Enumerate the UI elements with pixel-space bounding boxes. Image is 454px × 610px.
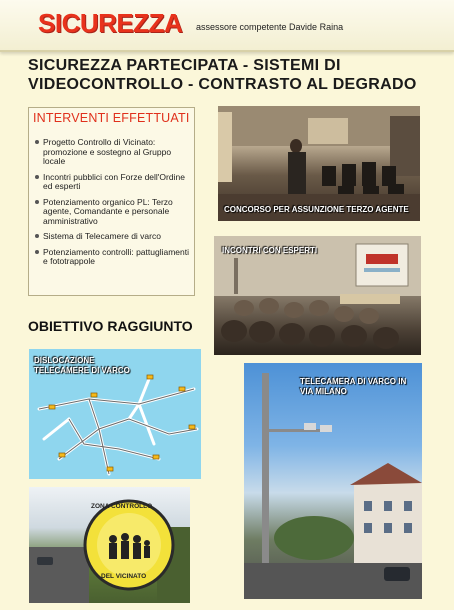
header bbox=[0, 0, 454, 52]
street-camera-illustration bbox=[244, 363, 422, 599]
mappa-caption-line2: TELECAMERE DI VARCO bbox=[34, 366, 130, 375]
mappa-varco bbox=[29, 349, 201, 479]
sign-text-bottom: DEL VICINATO bbox=[101, 573, 147, 580]
sign-text-top: ZONA CONTROLLO bbox=[91, 503, 153, 510]
conference-room-illustration bbox=[218, 106, 420, 221]
assessore-label: assessore competente Davide Raina bbox=[196, 22, 344, 32]
list-item: Progetto Controllo di Vicinato: promozione e sostegno al Gruppo locale bbox=[35, 138, 193, 167]
controllo-vicinato-sign-photo bbox=[29, 487, 190, 603]
incontri-caption: INCONTRI CON ESPERTI bbox=[222, 246, 318, 255]
incontri-photo bbox=[214, 236, 421, 355]
list-item: Potenziamento organico PL: Terzo agente, Comandante e personale amministrativo bbox=[35, 198, 193, 227]
interventi-title: INTERVENTI EFFETTUATI bbox=[33, 111, 190, 125]
title-line-2: VIDEOCONTROLLO - CONTRASTO AL DEGRADO bbox=[28, 76, 417, 93]
concorso-caption: CONCORSO PER ASSUNZIONE TERZO AGENTE bbox=[224, 205, 409, 214]
list-item: Incontri pubblici con Forze dell'Ordine ed esperti bbox=[35, 173, 193, 192]
interventi-box bbox=[28, 107, 195, 296]
list-item: Sistema di Telecamere di varco bbox=[35, 232, 193, 242]
page-title bbox=[28, 56, 448, 94]
list-item: Potenziamento controlli: pattugliamenti e fototrappole bbox=[35, 248, 193, 267]
obiettivo-heading: OBIETTIVO RAGGIUNTO bbox=[28, 318, 193, 334]
telecamera-caption-line2: VIA MILANO bbox=[300, 387, 347, 396]
telecamera-caption-line1: TELECAMERA DI VARCO IN bbox=[300, 377, 407, 386]
brand-title: SICUREZZA bbox=[38, 8, 183, 38]
title-line-1: SICUREZZA PARTECIPATA - SISTEMI DI bbox=[28, 57, 341, 74]
concorso-photo bbox=[218, 106, 420, 221]
telecamera-photo bbox=[244, 363, 422, 599]
mappa-caption-line1: DISLOCAZIONE bbox=[34, 356, 95, 365]
interventi-list bbox=[35, 138, 193, 273]
